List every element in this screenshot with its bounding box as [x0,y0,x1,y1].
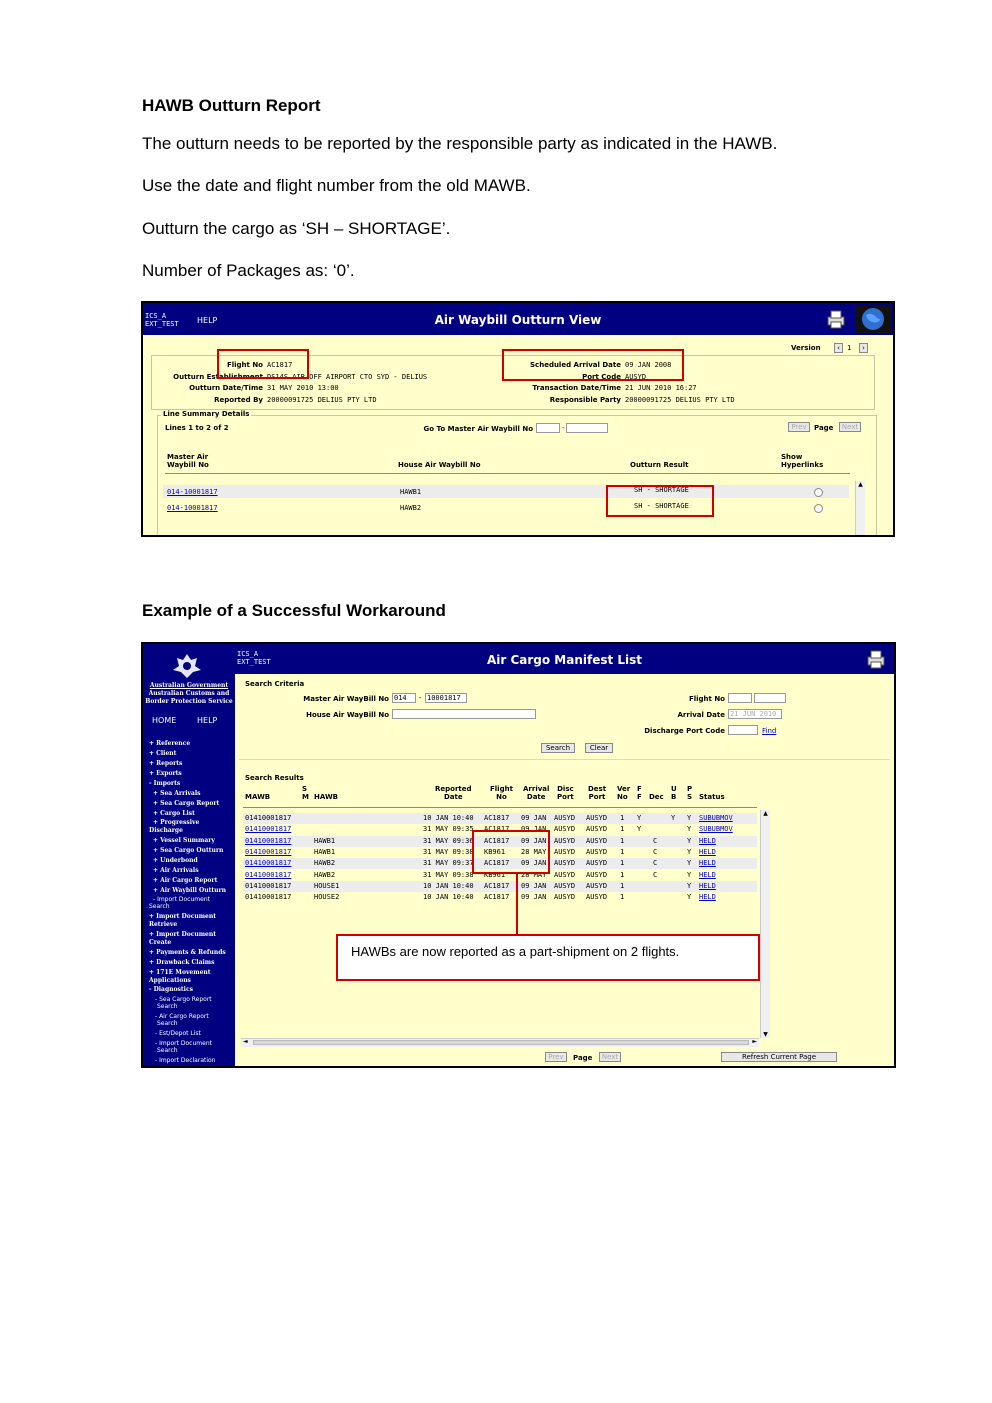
sidebar-item-imports[interactable]: - Imports [149,780,181,787]
search-results-heading: Search Results [245,774,304,782]
outturn-datetime-value: 31 MAY 2010 13:00 [267,384,339,392]
sidebar-item-import-document-retrieve[interactable]: + Import Document [149,913,217,920]
reported-date-cell: 31 MAY 09:36 [423,836,474,845]
help-link[interactable]: HELP [197,316,218,325]
version-value: 1 [847,344,852,352]
highlight-scheduled-arrival [502,349,684,381]
col-header-mawb: Master Air Waybill No [167,453,209,469]
port-code-value: AUSYD [625,373,647,381]
dest-port-cell: AUSYD [586,893,608,902]
globe-icon [855,305,891,333]
flight-no-cell: AC1817 [484,836,510,845]
line-summary-panel [157,415,877,537]
table-row [243,892,757,903]
title-bar [235,644,894,674]
results-table-header: MAWB S M HAWB Reported Date Flight No Arrival Date Disc Port Dest Port Ver No F F Dec U B P S Status [245,785,725,801]
sidebar-item-progressive-discharge[interactable]: + Progressive [153,819,200,826]
arrival-date-cell: 09 JAN [521,825,547,834]
dec-cell: C [653,836,658,845]
table-row [243,881,757,892]
mawb-separator: - [419,694,422,702]
version-cell: 1 [620,870,625,879]
ff-cell: Y [637,825,642,834]
printer-icon[interactable] [865,649,887,669]
mawb-cell[interactable]: 01410001817 [245,847,292,856]
goto-mawb-number-input[interactable] [566,423,608,433]
coat-of-arms-icon [167,652,207,680]
hawb-cell: HOUSE1 [314,881,340,890]
sidebar-item-reference[interactable]: + Reference [149,740,191,747]
sidebar-item-import-document-search[interactable]: - Import Document [153,896,210,903]
sidebar-item-underbond[interactable]: + Underbond [153,857,198,864]
sidebar-item-import-document-create-cont[interactable]: Create [149,939,172,946]
prev-page-button[interactable]: Prev [545,1052,567,1062]
version-prev-button[interactable]: ‹ [834,343,843,353]
scroll-right-arrow-icon[interactable]: ► [752,1038,757,1045]
mawb-cell: 01410001817 [245,814,292,822]
goto-mawb-prefix-input[interactable] [536,423,560,433]
show-hyperlinks-radio[interactable] [814,488,823,497]
government-logo-text: Australian Government Australian Customs and Border Protection Service [145,682,233,705]
results-horizontal-scrollbar[interactable] [241,1038,759,1047]
dec-cell: C [653,847,658,856]
mawb-cell[interactable]: 01410001817 [245,870,292,879]
mawb-cell[interactable]: 01410001817 [245,836,292,845]
disc-port-cell: AUSYD [554,881,576,890]
prev-page-button[interactable]: Prev [788,422,810,432]
environment-label: ICS_A EXT_TEST [145,312,179,328]
status-cell[interactable]: HELD [699,836,716,845]
sidebar-item-air-waybill-outturn[interactable]: + Air Waybill Outturn [153,887,227,894]
table-row [243,813,757,824]
version-cell: 1 [620,893,625,902]
scroll-down-arrow-icon[interactable]: ▼ [763,1031,768,1038]
ps-cell: Y [687,893,692,902]
show-hyperlinks-radio[interactable] [814,504,823,513]
disc-port-cell: AUSYD [554,836,576,845]
flight-number-input[interactable] [754,693,786,703]
search-criteria-heading: Search Criteria [245,680,305,688]
mawb-cell[interactable]: 01410001817 [245,859,292,868]
ps-cell: Y [687,814,692,822]
callout-box [336,934,760,981]
next-page-button[interactable]: Next [839,422,861,432]
port-code-label: Port Code [582,373,621,381]
version-cell: 1 [620,825,625,834]
hawb-cell: HOUSE2 [314,893,340,902]
responsible-party-label: Responsible Party [549,396,621,404]
sidebar-item-sea-cargo-report[interactable]: + Sea Cargo Report [153,800,220,807]
flight-no-cell: AC1817 [484,881,510,890]
callout-connector [516,874,518,934]
sidebar-item-sea-cargo-outturn[interactable]: + Sea Cargo Outturn [153,847,224,854]
highlight-flight-no [217,349,309,379]
dest-port-cell: AUSYD [586,881,608,890]
highlight-outturn-result [606,485,714,517]
outturn-establishment-value: DS14S AIR OFF AIRPORT CTO SYD - DELIUS [267,373,428,381]
sidebar-item-progressive-discharge-cont[interactable]: Discharge [149,827,183,834]
ub-cell: Y [671,814,676,822]
sidebar-item-air-cargo-report-search-cont[interactable]: Search [157,1020,178,1027]
arrival-date-cell: 09 JAN [521,836,547,845]
hawb-cell: HAWB1 [314,847,336,856]
header-divider [165,473,850,474]
callout-text: HAWBs are now reported as a part-shipment on 2 flights. [351,944,680,959]
table-row [163,485,849,498]
sidebar-item-import-document-retrieve-cont[interactable]: Retrieve [149,921,178,928]
sidebar-item-air-cargo-report[interactable]: + Air Cargo Report [153,877,218,884]
next-page-button[interactable]: Next [599,1052,621,1062]
mawb-number-input[interactable]: 10001817 [425,693,467,703]
disc-port-cell: AUSYD [554,870,576,879]
reported-date-cell: 31 MAY 09:38 [423,847,474,856]
hawb-cell: HAWB2 [314,870,336,879]
ps-cell: Y [687,836,692,845]
hawb-cell: HAWB1 [314,836,336,845]
dec-cell: C [653,859,658,868]
paragraph-1: The outturn needs to be reported by the responsible party as indicated in the HAWB. [142,134,778,153]
scroll-left-arrow-icon[interactable]: ◄ [243,1038,248,1045]
disc-port-cell: AUSYD [554,859,576,868]
arrival-date-cell: 28 MAY [521,847,547,856]
reported-date-cell: 10 JAN 10:40 [423,814,474,822]
scroll-thumb[interactable] [253,1040,749,1045]
mawb-label: Master Air WayBill No [303,695,389,703]
sidebar-item-exports[interactable]: + Exports [149,770,182,777]
paragraph-4: Number of Packages as: ‘0’. [142,261,355,280]
environment-label: ICS_A EXT_TEST [237,650,271,666]
version-label: Version [791,344,821,352]
sidebar-item-171e-movement-cont[interactable]: Applications [149,977,191,984]
paragraph-2: Use the date and flight number from the old MAWB. [142,176,531,195]
mawb-link[interactable]: 014-10001817 [167,504,218,512]
flight-no-cell: KB961 [484,847,506,856]
dest-port-cell: AUSYD [586,836,608,845]
flight-no-cell: KB961 [484,870,506,879]
dest-port-cell: AUSYD [586,859,608,868]
sidebar-item-diagnostics[interactable]: - Diagnostics [149,986,193,993]
section-divider [239,759,890,760]
dest-port-cell: AUSYD [586,870,608,879]
sidebar-item-sea-arrivals[interactable]: + Sea Arrivals [153,790,201,797]
status-cell[interactable]: HELD [699,859,716,868]
outturn-establishment-label: Outturn Establishment [173,373,263,381]
flight-no-label: Flight No [226,361,263,369]
sidebar-item-171e-movement[interactable]: + 171E Movement [149,969,211,976]
arrival-date-input[interactable]: 21 JUN 2010 [728,709,782,719]
lines-count: Lines 1 to 2 of 2 [165,424,229,432]
dest-port-cell: AUSYD [586,825,608,834]
reported-by-value: 20000091725 DELIUS PTY LTD [267,396,377,404]
sidebar-item-est-depot-list[interactable]: - Est/Depot List [155,1030,201,1037]
version-next-button[interactable]: › [859,343,868,353]
arrival-date-cell: 09 JAN [521,881,547,890]
version-cell: 1 [620,836,625,845]
status-cell[interactable]: HELD [699,893,716,902]
page-title: Air Cargo Manifest List [486,653,643,667]
paragraph-3: Outturn the cargo as ‘SH – SHORTAGE’. [142,219,451,238]
search-button[interactable]: Search [541,743,575,753]
sidebar-item-import-document-create[interactable]: + Import Document [149,931,217,938]
screenshot-air-cargo-manifest-list [141,642,896,1068]
hawb-input[interactable] [392,709,536,719]
refresh-current-page-button[interactable]: Refresh Current Page [721,1052,837,1062]
printer-icon[interactable] [825,309,847,329]
status-cell[interactable]: HELD [699,870,716,879]
flight-carrier-input[interactable] [728,693,752,703]
title-bar [143,303,893,335]
hawb-cell: HAWB2 [314,859,336,868]
version-cell: 1 [620,847,625,856]
sidebar-item-payments-refunds[interactable]: + Payments & Refunds [149,949,226,956]
page-label: Page [814,424,834,432]
goto-mawb-separator: - [562,424,565,432]
transaction-datetime-label: Transaction Date/Time [532,384,621,392]
mawb-cell: 01410001817 [245,881,292,890]
sidebar-item-drawback-claims[interactable]: + Drawback Claims [149,959,215,966]
flight-no-cell: AC1817 [484,825,510,834]
table-row [163,501,849,514]
heading-hawb-outturn-report: HAWB Outturn Report [142,96,321,115]
mawb-prefix-input[interactable]: 014 [392,693,416,703]
arrival-date-cell: 09 JAN [521,893,547,902]
results-vertical-scrollbar[interactable] [760,810,770,1038]
status-cell[interactable]: SUBUBMOV [699,825,733,834]
disc-port-cell: AUSYD [554,825,576,834]
page-label: Page [573,1054,593,1062]
status-cell[interactable]: HELD [699,881,716,890]
sidebar-item-diag-import-document[interactable]: - Import Document [155,1040,212,1047]
goto-mawb-label: Go To Master Air Waybill No [423,425,533,433]
col-header-hawb: House Air Waybill No [398,461,481,469]
ff-cell: Y [637,814,642,822]
version-cell: 1 [620,814,625,822]
mawb-cell[interactable]: 01410001817 [245,825,292,834]
reported-date-cell: 10 JAN 10:40 [423,881,474,890]
page-title: Air Waybill Outturn View [434,313,602,327]
version-cell: 1 [620,881,625,890]
sidebar-item-diag-import-document-cont[interactable]: Search [157,1047,178,1054]
flight-no-cell: AC1817 [484,859,510,868]
disc-port-cell: AUSYD [554,847,576,856]
reported-date-cell: 31 MAY 09:38 [423,870,474,879]
disc-port-cell: AUSYD [554,893,576,902]
reported-date-cell: 31 MAY 09:37 [423,859,474,868]
transaction-datetime-value: 21 JUN 2010 16:27 [625,384,697,392]
arrival-date-cell: 28 MAY [521,870,547,879]
disc-port-cell: AUSYD [554,814,576,822]
arrival-date-cell: 09 JAN [521,859,547,868]
scheduled-arrival-value: 09 JAN 2008 [625,361,672,369]
flight-no-value: AC1817 [267,361,293,369]
dest-port-cell: AUSYD [586,847,608,856]
flight-no-cell: AC1817 [484,893,510,902]
home-link[interactable]: HOME [152,716,177,725]
flight-no-label: Flight No [688,695,725,703]
reported-date-cell: 31 MAY 09:35 [423,825,474,834]
outturn-datetime-label: Outturn Date/Time [189,384,263,392]
ps-cell: Y [687,847,692,856]
ps-cell: Y [687,859,692,868]
scroll-up-arrow-icon[interactable]: ▲ [763,810,768,817]
find-link[interactable]: Find [762,727,777,735]
dest-port-cell: AUSYD [586,814,608,822]
arrival-date-cell: 09 JAN [521,814,547,822]
vertical-scrollbar[interactable] [855,481,865,537]
discharge-port-input[interactable] [728,725,758,735]
hawb-cell: HAWB2 [400,504,422,512]
mawb-cell: 01410001817 [245,893,292,902]
scroll-up-arrow-icon[interactable]: ▲ [858,481,863,488]
screenshot-air-waybill-outturn-view [141,301,895,537]
heading-successful-workaround: Example of a Successful Workaround [142,601,446,620]
col-header-show-hyperlinks: Show Hyperlinks [781,453,824,469]
sidebar-item-vessel-summary[interactable]: + Vessel Summary [153,837,215,844]
ps-cell: Y [687,825,692,834]
reported-by-label: Reported By [214,396,263,404]
status-cell[interactable]: SUBUBMOV [699,814,733,822]
hawb-label: House Air WayBill No [306,711,389,719]
dec-cell: C [653,870,658,879]
sidebar-item-sea-cargo-report-search-cont[interactable]: Search [157,1003,178,1010]
sidebar-item-cargo-list[interactable]: + Cargo List [153,810,195,817]
highlight-flight-arrival [472,830,550,874]
hawb-cell: HAWB1 [400,488,422,496]
responsible-party-value: 20000091725 DELIUS PTY LTD [625,396,735,404]
sidebar-item-client[interactable]: + Client [149,750,177,757]
discharge-port-label: Discharge Port Code [644,727,725,735]
mawb-link[interactable]: 014-10001817 [167,488,218,496]
sidebar-item-air-cargo-report-search[interactable]: - Air Cargo Report [155,1013,209,1020]
sidebar-item-sea-cargo-report-search[interactable]: - Sea Cargo Report [155,996,212,1003]
version-cell: 1 [620,859,625,868]
ps-cell: Y [687,870,692,879]
reported-date-cell: 10 JAN 10:40 [423,893,474,902]
flight-no-cell: AC1817 [484,814,510,822]
arrival-date-label: Arrival Date [677,711,725,719]
scheduled-arrival-label: Scheduled Arrival Date [530,361,621,369]
results-header-divider [243,807,757,808]
col-header-outturn-result: Outturn Result [630,461,689,469]
clear-button[interactable]: Clear [585,743,613,753]
outturn-result-cell: SH - SHORTAGE [634,486,689,494]
ps-cell: Y [687,881,692,890]
sidebar-item-air-arrivals[interactable]: + Air Arrivals [153,867,199,874]
status-cell[interactable]: HELD [699,847,716,856]
sidebar [143,644,235,1068]
sidebar-item-import-declaration[interactable]: - Import Declaration [155,1057,216,1064]
outturn-result-cell: SH - SHORTAGE [634,502,689,510]
help-link[interactable]: HELP [197,716,218,725]
line-summary-legend: Line Summary Details [163,410,250,418]
sidebar-item-reports[interactable]: + Reports [149,760,183,767]
sidebar-item-import-document-search-cont[interactable]: Search [149,903,170,910]
